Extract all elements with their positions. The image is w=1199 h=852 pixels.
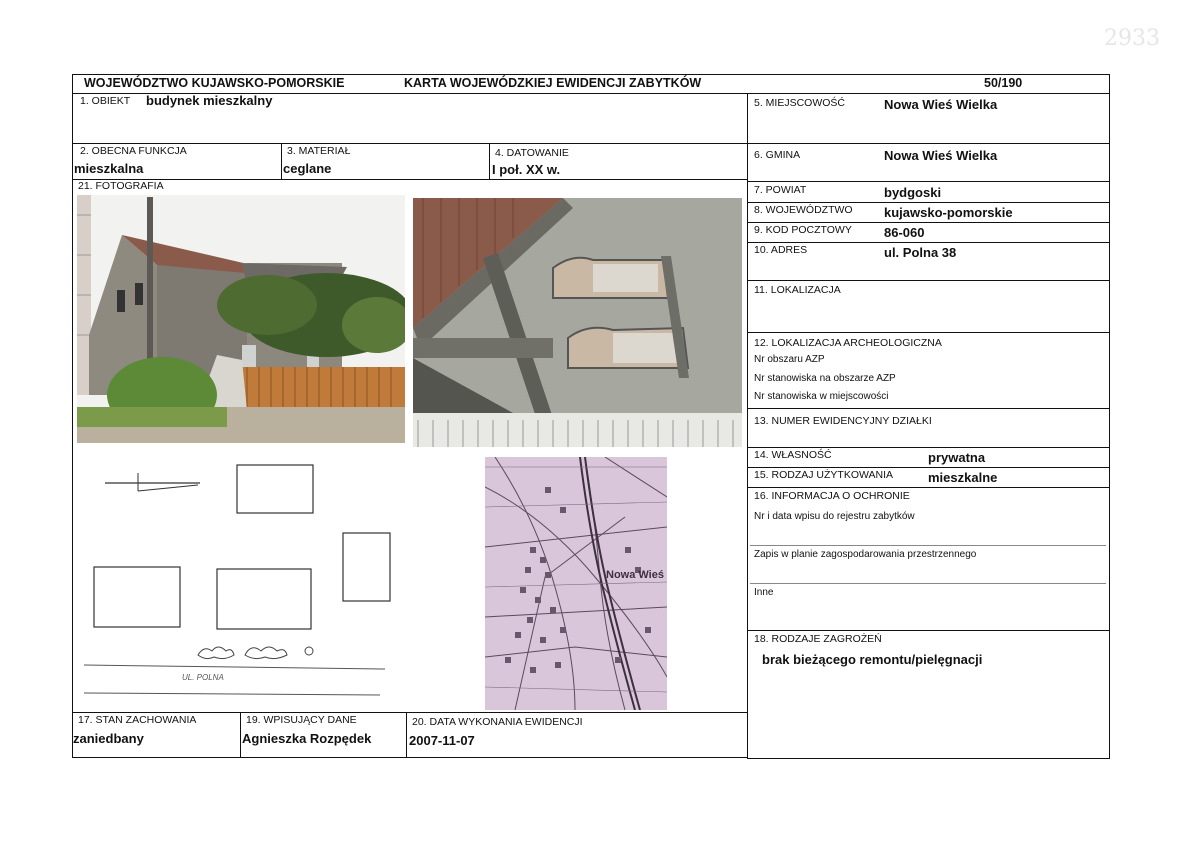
- miejscowosc-label: 5. MIEJSCOWOŚĆ: [754, 97, 846, 109]
- rejestr-label: Nr i data wpisu do rejestru zabytków: [754, 511, 915, 522]
- informacja-o-ochronie-label: 16. INFORMACJA O OCHRONIE: [754, 490, 910, 502]
- map-place-label: Nowa Wieś: [606, 569, 664, 581]
- region-title: WOJEWÓDZTWO KUJAWSKO-POMORSKIE: [84, 76, 345, 90]
- obecna-funkcja-label: 2. OBECNA FUNKCJA: [80, 145, 187, 157]
- data-ewidencji-label: 20. DATA WYKONANIA EWIDENCJI: [412, 716, 583, 728]
- plan-label: Zapis w planie zagospodarowania przestrzennego: [754, 549, 977, 560]
- datowanie-label: 4. DATOWANIE: [495, 147, 569, 159]
- kod-pocztowy-label: 9. KOD POCZTOWY: [754, 224, 852, 236]
- wlasnosc-value: prywatna: [928, 450, 986, 465]
- divider: [750, 545, 1106, 546]
- obecna-funkcja-value: mieszkalna: [74, 161, 144, 176]
- wall-detail-photo: [413, 198, 742, 447]
- site-plan-sketch: [80, 455, 410, 705]
- powiat-value: bydgoski: [884, 185, 942, 200]
- rodzaje-zagrozen-value: brak bieżącego remontu/pielęgnacji: [762, 652, 983, 667]
- adres-label: 10. ADRES: [754, 244, 808, 256]
- corner-handwritten-number: 2933: [1104, 26, 1160, 51]
- data-ewidencji-value: 2007-11-07: [409, 733, 475, 748]
- wlasnosc-label: 14. WŁASNOŚĆ: [754, 449, 832, 461]
- gmina-label: 6. GMINA: [754, 149, 801, 161]
- field-numer-dzialki: [747, 408, 1110, 448]
- obiekt-label: 1. OBIEKT: [80, 95, 131, 107]
- rodzaj-uzytkowania-value: mieszkalne: [928, 470, 998, 485]
- stan-zachowania-value: zaniedbany: [73, 731, 144, 746]
- card-title: KARTA WOJEWÓDZKIEJ EWIDENCJI ZABYTKÓW: [404, 76, 702, 90]
- rodzaj-uzytkowania-label: 15. RODZAJ UŻYTKOWANIA: [754, 469, 894, 481]
- field-rodzaje-zagrozen: [747, 630, 1110, 759]
- wojewodztwo-label: 8. WOJEWÓDZTWO: [754, 204, 853, 216]
- azp-area-label: Nr obszaru AZP: [754, 354, 825, 365]
- inne-label: Inne: [754, 587, 774, 598]
- material-value: ceglane: [283, 161, 332, 176]
- location-map: [485, 457, 667, 710]
- wpisujacy-value: Agnieszka Rozpędek: [242, 731, 372, 746]
- fotografia-label: 21. FOTOGRAFIA: [78, 180, 164, 192]
- datowanie-value: I poł. XX w.: [492, 162, 561, 177]
- kod-pocztowy-value: 86-060: [884, 225, 925, 240]
- stan-zachowania-label: 17. STAN ZACHOWANIA: [78, 714, 197, 726]
- azp-site-label: Nr stanowiska na obszarze AZP: [754, 373, 896, 384]
- wpisujacy-label: 19. WPISUJĄCY DANE: [246, 714, 357, 726]
- card-number: 50/190: [984, 76, 1023, 90]
- house-photo: [77, 195, 405, 443]
- gmina-value: Nowa Wieś Wielka: [884, 148, 998, 163]
- lokalizacja-label: 11. LOKALIZACJA: [754, 284, 841, 296]
- street-label: UL. POLNA: [182, 673, 224, 682]
- rodzaje-zagrozen-label: 18. RODZAJE ZAGROŻEŃ: [754, 633, 882, 645]
- material-label: 3. MATERIAŁ: [287, 145, 351, 157]
- miejscowosc-value: Nowa Wieś Wielka: [884, 97, 998, 112]
- locality-site-label: Nr stanowiska w miejscowości: [754, 391, 889, 402]
- powiat-label: 7. POWIAT: [754, 184, 807, 196]
- wojewodztwo-value: kujawsko-pomorskie: [884, 205, 1013, 220]
- obiekt-value: budynek mieszkalny: [146, 93, 273, 108]
- adres-value: ul. Polna 38: [884, 245, 957, 260]
- lokalizacja-archeologiczna-label: 12. LOKALIZACJA ARCHEOLOGICZNA: [754, 337, 942, 349]
- divider: [750, 583, 1106, 584]
- numer-dzialki-label: 13. NUMER EWIDENCYJNY DZIAŁKI: [754, 415, 932, 427]
